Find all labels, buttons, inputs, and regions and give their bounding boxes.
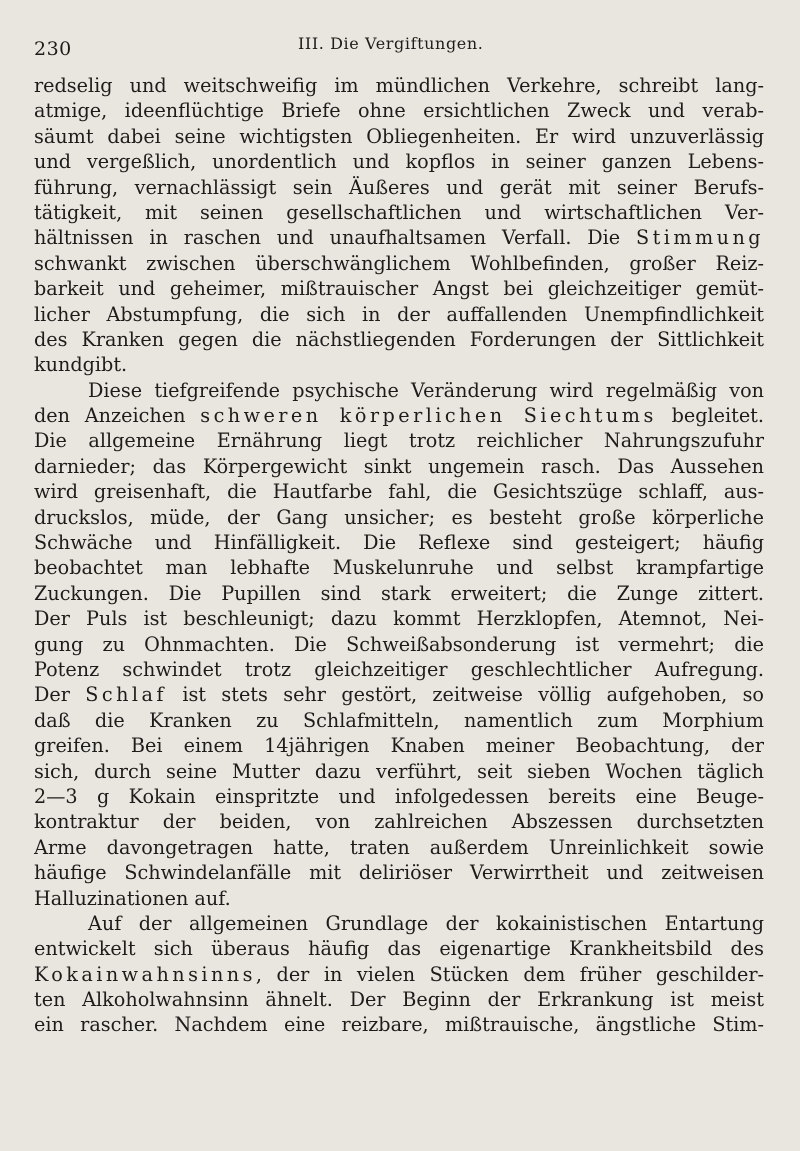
text-segment: wird greisenhaft, die Hautfarbe fahl, die Gesichtszüge schlaff, aus- bbox=[34, 480, 764, 504]
text-line bbox=[34, 581, 764, 606]
text-segment: des Kranken gegen die nächstliegenden Forderungen der Sittlichkeit bbox=[34, 327, 764, 351]
text-segment: Der bbox=[34, 683, 86, 707]
text-segment: Halluzinationen auf. bbox=[34, 886, 231, 910]
text-line bbox=[34, 200, 764, 225]
page-header bbox=[34, 34, 766, 60]
text-segment: sich, durch seine Mutter dazu verführt, seit sieben Wochen täglich bbox=[34, 759, 764, 783]
page-number: 230 bbox=[34, 38, 72, 60]
text-segment: Potenz schwindet trotz gleichzeitiger geschlechtlicher Aufregung. bbox=[34, 657, 764, 681]
text-segment: schwankt zwischen überschwänglichem Wohlbefinden, großer Reiz- bbox=[34, 251, 764, 275]
text-segment: Auf der allgemeinen Grundlage der kokainistischen Entartung bbox=[88, 911, 764, 935]
text-segment: darnieder; das Körpergewicht sinkt ungemein rasch. Das Aussehen bbox=[34, 454, 764, 478]
text-line bbox=[34, 962, 764, 987]
text-line bbox=[34, 124, 764, 149]
running-head: III. Die Vergiftungen. bbox=[298, 34, 484, 53]
text-segment: und vergeßlich, unordentlich und kopflos in seiner ganzen Lebens- bbox=[34, 150, 764, 174]
text-segment: , der in vielen Stücken dem früher geschilder- bbox=[255, 962, 764, 986]
text-segment: Die allgemeine Ernährung liegt trotz reichlicher Nahrungszufuhr bbox=[34, 429, 764, 453]
text-segment: begleitet. bbox=[656, 404, 764, 428]
text-line bbox=[34, 403, 764, 428]
text-segment: ten Alkoholwahnsinn ähnelt. Der Beginn der Erkrankung ist meist bbox=[34, 988, 764, 1012]
text-line bbox=[34, 479, 764, 504]
text-segment: den Anzeichen bbox=[34, 404, 201, 428]
text-segment: gung zu Ohnmachten. Die Schweißabsonderung ist vermehrt; die bbox=[34, 632, 764, 656]
emphasized-text: Stimmung bbox=[635, 226, 764, 250]
text-segment: häufige Schwindelanfälle mit deliriöser Verwirrtheit und zeitweisen bbox=[34, 861, 764, 885]
text-segment: daß die Kranken zu Schlafmitteln, namentlich zum Morphium bbox=[34, 708, 764, 732]
text-line bbox=[34, 225, 764, 250]
text-segment: ein rascher. Nachdem eine reizbare, mißtrauische, ängstliche Stim- bbox=[34, 1013, 764, 1037]
text-segment: greifen. Bei einem 14jährigen Knaben meiner Beobachtung, der bbox=[34, 734, 764, 758]
text-segment: Arme davongetragen hatte, traten außerdem Unreinlichkeit sowie bbox=[34, 835, 764, 859]
text-line bbox=[34, 428, 764, 453]
text-line bbox=[34, 936, 764, 961]
text-segment: beobachtet man lebhafte Muskelunruhe und selbst krampfartige bbox=[34, 556, 764, 580]
text-line bbox=[34, 632, 764, 657]
text-line bbox=[34, 835, 764, 860]
text-line bbox=[34, 98, 764, 123]
text-line bbox=[34, 175, 764, 200]
body-text bbox=[34, 73, 764, 1038]
emphasized-text: Kokainwahnsinns bbox=[34, 962, 256, 986]
emphasized-text: schweren körperlichen Siechtums bbox=[200, 404, 657, 428]
text-segment: 2—3 g Kokain einspritzte und infolgedessen bereits eine Beuge- bbox=[34, 784, 764, 808]
text-segment: redselig und weitschweifig im mündlichen Verkehre, schreibt lang- bbox=[34, 74, 764, 97]
text-line bbox=[34, 733, 764, 758]
text-line bbox=[34, 302, 764, 327]
text-segment: druckslos, müde, der Gang unsicher; es besteht große körperliche bbox=[34, 505, 764, 529]
text-segment: ist stets sehr gestört, zeitweise völlig aufgehoben, so bbox=[166, 683, 764, 707]
text-line bbox=[34, 784, 764, 809]
text-line bbox=[34, 251, 764, 276]
text-line bbox=[34, 555, 764, 580]
emphasized-text: Schlaf bbox=[85, 683, 167, 707]
text-segment: führung, vernachlässigt sein Äußeres und gerät mit seiner Berufs- bbox=[34, 175, 764, 199]
text-segment: kontraktur der beiden, von zahlreichen Abszessen durchsetzten bbox=[34, 810, 764, 834]
text-segment: atmige, ideenflüchtige Briefe ohne ersichtlichen Zweck und verab- bbox=[34, 99, 764, 123]
text-segment: kundgibt. bbox=[34, 353, 128, 377]
text-line bbox=[34, 987, 764, 1012]
text-segment: licher Abstumpfung, die sich in der auffallenden Unempfindlichkeit bbox=[34, 302, 764, 326]
text-line bbox=[34, 886, 764, 911]
text-line bbox=[34, 657, 764, 682]
text-line bbox=[34, 454, 764, 479]
text-line bbox=[34, 530, 764, 555]
text-segment: Schwäche und Hinfälligkeit. Die Reflexe sind gesteigert; häufig bbox=[34, 531, 764, 555]
text-line bbox=[34, 378, 764, 403]
text-line bbox=[34, 352, 764, 377]
text-line bbox=[34, 73, 764, 98]
text-line bbox=[34, 1012, 764, 1037]
text-segment: entwickelt sich überaus häufig das eigenartige Krankheitsbild des bbox=[34, 937, 764, 961]
text-segment: Zuckungen. Die Pupillen sind stark erweitert; die Zunge zittert. bbox=[34, 581, 764, 605]
text-line bbox=[34, 860, 764, 885]
text-line bbox=[34, 505, 764, 530]
text-segment: Diese tiefgreifende psychische Veränderung wird regelmäßig von bbox=[88, 378, 764, 402]
text-line bbox=[34, 327, 764, 352]
text-line bbox=[34, 606, 764, 631]
text-segment: Der Puls ist beschleunigt; dazu kommt Herzklopfen, Atemnot, Nei- bbox=[34, 607, 764, 631]
text-line bbox=[34, 149, 764, 174]
text-segment: säumt dabei seine wichtigsten Obliegenheiten. Er wird unzuverlässig bbox=[34, 124, 764, 148]
text-segment: hältnissen in raschen und unaufhaltsamen Verfall. Die bbox=[34, 226, 636, 250]
text-line bbox=[34, 759, 764, 784]
text-line bbox=[34, 911, 764, 936]
text-line bbox=[34, 682, 764, 707]
text-line bbox=[34, 276, 764, 301]
text-segment: barkeit und geheimer, mißtrauischer Angst bei gleichzeitiger gemüt- bbox=[34, 277, 764, 301]
text-line bbox=[34, 809, 764, 834]
text-segment: tätigkeit, mit seinen gesellschaftlichen und wirtschaftlichen Ver- bbox=[34, 200, 764, 224]
text-line bbox=[34, 708, 764, 733]
